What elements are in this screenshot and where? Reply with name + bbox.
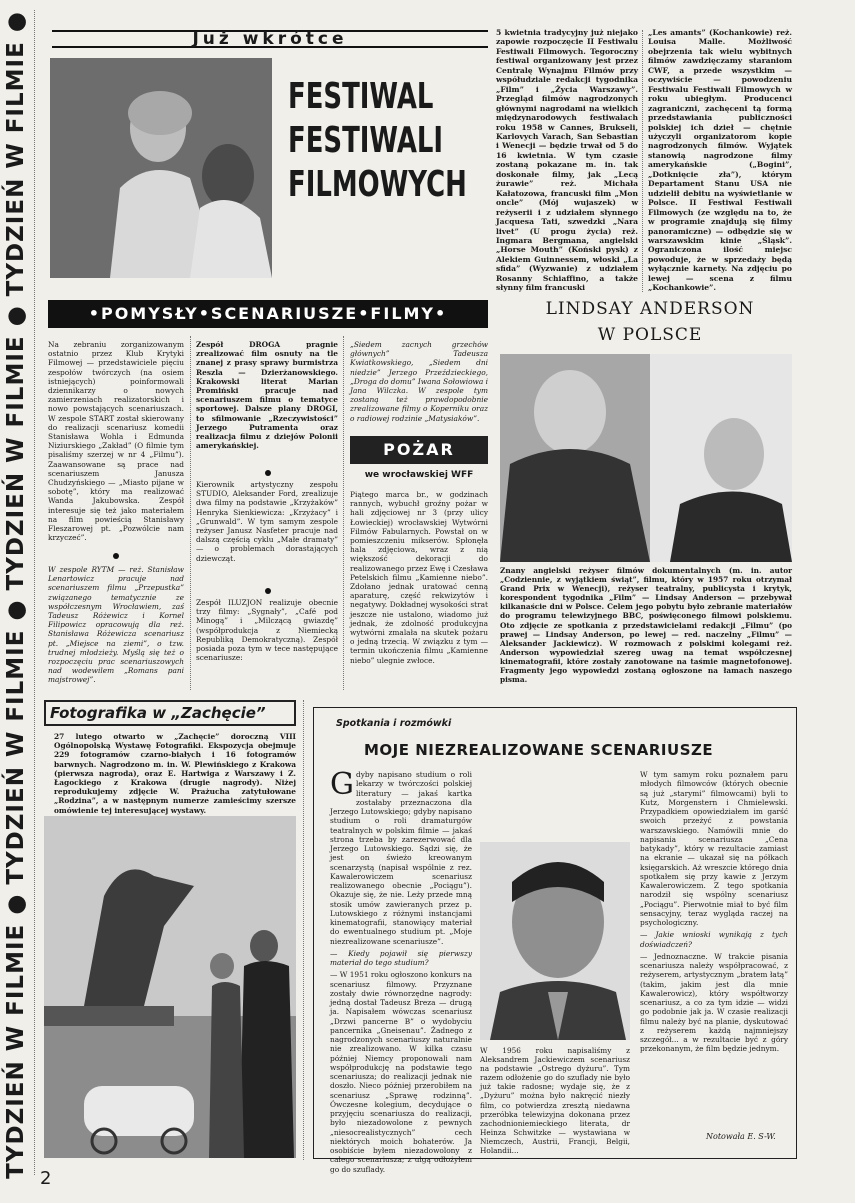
interview-question-1: — Kiedy pojawił się pierwszy materiał do tego studium? — [330, 948, 472, 967]
festival-kicker: Już wkrótce — [52, 30, 488, 48]
festival-text-col1: 5 kwietnia tradycyjny już niejako zapowie rozpoczęcie II Festiwalu Festiwali Filmowych. Tegoroczny festiwal organizowany jest przez Centralę Wynajmu Filmów przy współudziale redakcji tygodnika „Film” i „Życia Warszawy”. Przegląd filmów nagrodzonych głównymi nagrodami na wielkich międzynarodowych festiwalach roku 1958 w Cannes, Brukseli, Karlovych Varach, San Sebastian i Wenecji — będzie trwał od 5 do 16 kwietnia. W tym czasie zostaną pokazane m. in. tak doskonałe filmy, jak „Lecą żurawie” reż. Michała Kałatozowa, francuski film „Mon oncle” (Mój wujaszek) w reżyserii i z udziałem słynnego Jacquesa Tati, szwedzki „Nara livet” (U progu życia) reż. Ingmara Bergmana, angielski „Horse Mouth” (Koński pysk) z Alekiem Guinnessem, włoski „La sfida” (Wyzwanie) z udziałem Rosanny Schiaffino, a także słynny film francuski — [496, 28, 638, 293]
sidebar-strip — [2, 11, 30, 1179]
bullet-dot — [265, 588, 271, 594]
anderson-caption: Znany angielski reżyser filmów dokumentalnych (m. in. autor „Codziennie, z wyjątkiem świąt”, filmu, który w 1957 roku otrzymał Grand Prix w Wenecji), reżyser teatralny, publicysta i krytyk, korespondent tygodnika „Film” — Lindsay Anderson — przebywał kilkanaście dni w Polsce. Celem jego pobytu było zebranie materiałów do programu telewizyjnego BBC, poświęconego filmowi polskiemu. Oto zdjęcie ze spotkania z przedstawicielami redakcji „Filmu” (po prawej — Lindsay Anderson, po lewej — red. naczelny „Filmu” — Aleksander Jackiewicz). W rozmowach z polskimi kolegami reż. Anderson wypowiedział szereg uwag na temat współczesnej kinematografii, które zostały zanotowane na taśmie magnetofonowej. Fragmenty jego wypowiedzi zostaną ogłoszone na łamach naszego pisma. — [500, 566, 792, 685]
anderson-title — [510, 296, 790, 348]
pozar-text: Piątego marca br., w godzinach rannych, wybuchł groźny pożar w hali zdjęciowej nr 3 (przy ulicy Łowieckiej) wrocławskiej Wytwórni Filmów Fabularnych. Powstał on w pomieszczeniu mikserów. Spłonęła hala zdjęciowa, wraz z nią większość dekoracji do realizowanego przez Ewę i Czesława Petelskich filmu „Kamienne niebo”. Zdołano jednak uratować cenną aparaturę, część rekwizytów i negatywy. Dokładnej wysokości strat jeszcze nie ustalono, wiadomo już jednak, że zdolność produkcyjna wytwórni zmalała na skutek pożaru o jedną trzecią. W związku z tym — termin ukończenia filmu „Kamienne niebo” ulegnie zwłoce. — [350, 490, 488, 665]
interview-col3-text: W tym samym roku poznałem paru młodych filmowców (których obecnie są już „starymi” filmowcami) byli to Kutz, Morgenstern i Chmielewski. Przypadkiem opowiedziałem im garść swoich przeżyć z powstania warszawskiego. Namówili mnie do napisania scenariusza „Cena batykady”, który w rezultacie zamiast na ekranie — ukazał się na półkach księgarskich. Aż wreszcie którego dnia spotkałem się przy kawie z Jerzym Kawalerowiczem. Z tego spotkania narodził się wspólny scenariusz „Pociągu”. Pierwotnie miał to być film sensacyjny, teraz wygląda raczej na psychologiczny. — [640, 770, 788, 927]
bullet-dot — [265, 470, 271, 476]
pozar-subtitle: we wrocławskiej WFF — [364, 470, 474, 480]
couple-illustration — [50, 58, 272, 278]
zacheta-title: Fotografika w „Zachęcie” — [44, 700, 296, 726]
pomysly-col2: Zespół DROGA pragnie zrealizować film osnuty na tle znanej z prasy sprawy burmistrza Reszla — Dzierżanowskiego. Krakowski literat Marian Promiński pracuje nad scenariuszem filmu o tematyce sportowej. Dalsze plany DROGI, to sfilmowanie „Rzeczywistości” Jerzego Putramenta oraz realizacja filmu z dziejów Polonii amerykańskiej. — [196, 340, 338, 451]
dropcap: G — [330, 767, 354, 802]
bullet-dot — [113, 553, 119, 559]
lutowski-portrait — [480, 842, 630, 1040]
interview-col3b-text: — Jednoznaczne. W trakcie pisania scenariusza należy współpracować, z reżyserem, artystycznym „bratem łatą” (takim, jakim jest dla mnie Kawalerowicz), który współtworzy scenariusz, a co za tym idzie — widzi go podobnie jak ja. W czasie realizacji filmu należy być na planie, dyskutować z reżyserem każdą najmniejszy szczegół... a w rezultacie być z góry przekonanym, że film będzie jednym. — [640, 951, 788, 1054]
photo-rodzina — [44, 816, 296, 1158]
pomysly-banner: •POMYSŁY•SCENARIUSZE•FILMY• — [48, 300, 488, 328]
pomysly-col2c: Zespół ILUZJON realizuje obecnie trzy filmy: „Sygnały”, „Café pod Minogą” i „Milczącą gwiazdę” (współprodukcja z Niemiecką Republiką Demokratyczną). Zespół posiada poza tym w tece następujące scenariusze: — [196, 598, 338, 663]
sidebar-text: TYDZIEŃ W FILMIE ● TYDZIEŃ W FILMIE ● TYDZIEŃ W FILMIE ● TYDZIEŃ W FILMIE ● — [3, 11, 29, 1179]
interview-col1 — [330, 767, 472, 1174]
festival-title-line-3: FILMOWYCH — [288, 164, 467, 205]
interview-kicker: Spotkania i rozmówki — [336, 718, 452, 729]
pomysly-col1: Na zebraniu zorganizowanym ostatnio przez Klub Krytyki Filmowej — przedstawiciele pięciu zespołów twórczych (na osiem istniejących) poinformowali dziennikarzy o nowych zamierzeniach realizatorskich i nowo powstających scenariuszach. W zespole START został skierowany do realizacji scenariusz komedii Stanisława Wohla i Edmunda Niziurskiego „Zakład” (O filmie tym pisaliśmy szerzej w nr 4 „Filmu”). Zaawansowane są prace nad scenariuszem Janusza Chudzyńskiego — „Miasto pijane w sobotę”, który ma realizować Wanda Jakubowska. Zespół interesuje się też jako materiałem na film powieścią Stanisławy Fleszarowej pt. „Pozwólcie nam krzyczeć”. — [48, 340, 184, 543]
pomysly-divider-1 — [190, 336, 191, 690]
anderson-title-line-2: W POLSCE — [597, 325, 703, 345]
anderson-title-line-1: LINDSAY ANDERSON — [545, 299, 755, 319]
page-number: 2 — [40, 1168, 52, 1189]
lutowski-caption: W 1956 roku napisaliśmy z Aleksandrem Jackiewiczem scenariusz na podstawie „Ostrego dyżuru”. Tym razem odłożenie go do szuflady nie było już takie radosne; wydaje się, że z „Dyżuru” można było nakręcić niezły film, co potwierdza zresztą niedawna przeróbka telewizyjna dokonana przez zachodnioniemieckiego literata, dr Heinza Schwitzke — wystawiana w Niemczech, Austrii, Francji, Belgii, Holandii... — [480, 1046, 630, 1156]
photo-anderson — [500, 354, 792, 562]
photo-lutowski — [480, 842, 630, 1040]
festival-text-col2: „Les amants” (Kochankowie) reż. Louisa Malle. Możliwość obejrzenia tak wielu wybitnych filmów zawdzięczamy staraniom CWF, a przede wszystkim — oczywiście — powodzeniu Festiwalu Festiwali Filmowych w roku ubiegłym. Producenci zagraniczni, zachęceni tą formą przedstawiania publiczności polskiej ich dzieł — chętnie użyczyli organizatorom kopie nagrodzonych filmów. Wyjątek stanowią nagrodzone filmy amerykańskie („Bogini”, „Dotknięcie zła”), którym Departament Stanu USA nie udzielił debitu na wyświetlanie w Polsce. II Festiwal Festiwali Filmowych (ze względu na to, że w programie znajdują się filmy panoramiczne) — odbędzie się w warszawskim kinie „Śląsk”. Ograniczona ilość miejsc powoduje, że w sprzedaży będą wyłącznie karnety. Na zdjęciu po lewej — scena z filmu „Kochankowie”. — [648, 28, 792, 293]
pomysly-col2b: Kierownik artystyczny zespołu STUDIO, Aleksander Ford, zrealizuje dwa filmy na podstawie „Krzyżaków” Henryka Sienkiewicza: „Krzyżacy” i „Grunwald”. W tym samym zespole reżyser Janusz Nasfeter pracuje nad dalszą częścią cyklu „Małe dramaty” — o problemach dorastających dziewcząt. — [196, 480, 338, 563]
pomysly-col3: „Siedem zacnych grzechów głównych” Tadeusza Kwiatkowskiego, „Siedem dni niedzie” Jerzego Przeździeckiego, „Droga do domu” Iwana Sołowiowa i Jana Wilczka. W zespole tym zostaną też prawdopodobnie zrealizowane filmy o Koperniku oraz o radiowej rodzinie „Matysiaków”. — [350, 340, 488, 423]
interview-col1-text: dyby napisano studium o roli lekarzy w twórczości polskiej literatury — jakaś kartka zostałaby przeznaczona dla Jerzego Lutowskiego; gdyby napisano studium o roli dramaturgów teatralnych w polskim filmie — jakaś strona trzeba by zarezerwować dla Jerzego Lutowskiego. Sądzi się, że jest on świeżo kreowanym scenarzystą (napisał wspólnie z rez. Kawalerowiczem scenariusz realizowanego obecnie „Pociągu”). Okazuje się, że nie. Leży przede mną stosik umów zawieranych przez p. Lutowskiego z różnymi instancjami kinematografii, stanowiący materiał do ewentualnego studium pt. „Moje niezrealizowane scenariusze”. — [330, 770, 472, 946]
pozar-title: POŻAR — [350, 436, 488, 464]
interview-col2-top — [480, 770, 630, 830]
festival-col-divider — [642, 30, 643, 292]
interview-title: MOJE NIEZREALIZOWANE SCENARIUSZE — [364, 741, 714, 759]
interview-col3 — [640, 770, 788, 1130]
zacheta-text: 27 lutego otwarto w „Zachęcie” doroczną VIII Ogólnopolską Wystawę Fotografiki. Ekspozycja obejmuje 229 fotogramów czarno-białych i 16 fotogramów barwnych. Nagrodzono m. in. W. Plewińskiego z Krakowa (pierwsza nagroda), oraz E. Hartwiga z Warszawy i Z. Łagockiego z Krakowa (drugie nagrody). Niżej reprodukujemy zdjęcie W. Prażucha zatytułowane „Rodzina”, a w następnym numerze zamieścimy szersze omówienie tej interesującej wystawy. — [54, 732, 296, 815]
sidebar-divider — [34, 10, 35, 1175]
anderson-meeting-illustration — [500, 354, 792, 562]
photo-kochankowie — [50, 58, 272, 278]
rodzina-illustration — [44, 816, 296, 1158]
interview-col1b-text: — W 1951 roku ogłoszono konkurs na scenariusz filmowy. Przyznane zostały dwie równorzędne nagrody: jedną dostał Tadeusz Breza — drugą ja. Napisałem wówczas scenariusz „Drzwi pancerne B” o wydobyciu pancernika „Gneisenau”. Żadnego z nagrodzonych scenariuszy naturalnie nie zrealizowano. W kilka czasu później Niemcy proponowali nam współprodukcję na podstawie tego scenariusza; do realizacji jednak nie doszło. Nieco później przerobiłem na scenariusz „Sprawę rodzinną”. Ówczesne kolegium, decydujące o przyjęciu scenariusza do realizacji, było niezadowolone z pewnych „niesocrealistycznych” cech niektórych moich bohaterów. Ja osobiście byłem niezadowolony z całego scenariusza; z ulgą odłożyłem go do szuflady. — [330, 970, 472, 1174]
pomysly-divider-2 — [343, 336, 344, 690]
interview-question-2: — Jakie wnioski wynikają z tych doświadczeń? — [640, 930, 788, 949]
festival-title — [288, 75, 467, 207]
festival-title-line-2: FESTIWALI — [288, 120, 444, 161]
zacheta-divider — [303, 700, 304, 1160]
festival-title-line-1: FESTIWAL — [288, 76, 434, 117]
pomysly-col1b: W zespole RYTM — reż. Stanisław Lenartowicz pracuje nad scenariuszem filmu „Przepustka” związanego tematycznie ze współczesnym Wrocławiem, zaś Tadeusz Różewicz i Kornel Filipowicz opracowują dla reż. Stanisława Różewicza scenariusz pt. „Miejsce na ziemi”, o tzw. trudnej młodzieży. Myślą się też o rozpoczęciu prac scenariuszowych nad wodewilem „Romans pani majstrowej”. — [48, 565, 184, 685]
interview-signature: Notowała E. S-W. — [706, 1132, 776, 1141]
